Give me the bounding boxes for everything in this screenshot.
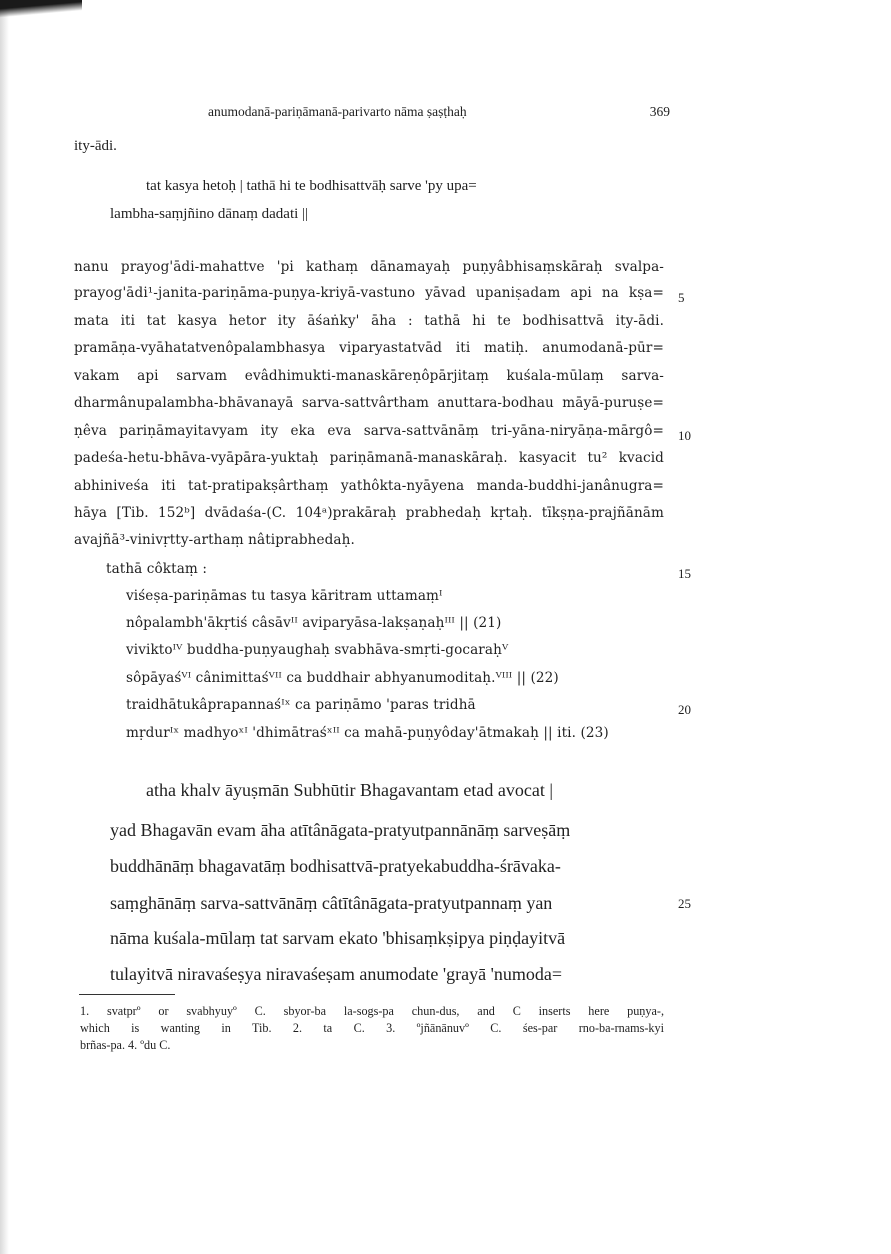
verse-line: traidhātukâprapannaśᴵˣ ca pariṇāmo 'paras tridhā xyxy=(126,697,476,713)
sutra-line: saṃghānāṃ sarva-sattvānāṃ câtītânāgata-pratyutpannaṃ yan xyxy=(110,893,553,913)
footnote-line: 1. svatprº or svabhyuyº C. sbyor-ba la-sogs-pa chun-dus, and C inserts here puṇya-, xyxy=(80,1004,664,1018)
sutra-line: tulayitvā niravaśeṣya niravaśeṣam anumodate 'grayā 'numoda= xyxy=(110,964,562,984)
commentary-line: dharmânupalambha-bhāvanayā sarva-sattvârtham anuttara-bodhau māyā-puruṣe= xyxy=(74,395,664,411)
commentary-line: mata iti tat kasya hetor ity āśaṅky' āha : tathā hi te bodhisattvā ity-ādi. xyxy=(74,313,664,329)
line-number: 15 xyxy=(678,566,691,581)
sutra-line: buddhānāṃ bhagavatāṃ bodhisattvā-pratyekabuddha-śrāvaka- xyxy=(110,856,561,876)
verse-intro: tathā côktaṃ : xyxy=(106,561,208,577)
sutra-line: atha khalv āyuṣmān Subhūtir Bhagavantam etad avocat | xyxy=(146,780,553,800)
running-title: anumodanā-pariṇāmanā-parivarto nāma ṣaṣṭhaḥ xyxy=(208,104,467,119)
commentary-line: avajñā³-vinivṛtty-arthaṃ nâtiprabhedaḥ. xyxy=(74,532,355,548)
page-header xyxy=(208,104,670,120)
commentary-line: hāya [Tib. 152ᵇ] dvādaśa-(C. 104ᵃ)prakāraḥ prabhedaḥ kṛtaḥ. tīkṣṇa-prajñānām xyxy=(74,505,664,521)
commentary-line: nanu prayog'ādi-mahattve 'pi kathaṃ dānamayaḥ puṇyâbhisaṃskāraḥ svalpa- xyxy=(74,259,664,275)
verse-line: nôpalambh'ākṛtiś câsāvᴵᴵ aviparyāsa-lakṣaṇaḥᴵᴵᴵ || (21) xyxy=(126,615,502,631)
verse-line: viviktoᴵⱽ buddha-puṇyaughaḥ svabhāva-smṛti-gocaraḥⱽ xyxy=(126,642,509,658)
line-number: 10 xyxy=(678,428,691,443)
line-number: 25 xyxy=(678,896,691,911)
line-number: 5 xyxy=(678,290,685,305)
verse-line: mṛdurᴵˣ madhyoˣᴵ 'dhimātraśˣᴵᴵ ca mahā-puṇyôday'ātmakaḥ || iti. (23) xyxy=(126,725,609,741)
body-line-ity-adi: ity-ādi. xyxy=(74,138,117,154)
commentary-line: ṇêva pariṇāmayitavyam ity eka eva sarva-sattvānāṃ tri-yāna-niryāṇa-mārgô= xyxy=(74,423,664,439)
body-line: tat kasya hetoḥ | tathā hi te bodhisattvāḥ sarve 'py upa= xyxy=(146,178,477,194)
sutra-line: yad Bhagavān evam āha atītânāgata-pratyutpannānāṃ sarveṣāṃ xyxy=(110,820,571,840)
body-line: lambha-saṃjñino dānaṃ dadati || xyxy=(110,206,309,222)
commentary-line: abhiniveśa iti tat-pratipakṣârthaṃ yathôkta-nyāyena manda-buddhi-janânugra= xyxy=(74,478,664,494)
footnote-line: which is wanting in Tib. 2. ta C. 3. ºjñānānuvº C. śes-par rno-ba-rnams-kyi xyxy=(80,1021,664,1035)
footnote-line: brñas-pa. 4. ºdu C. xyxy=(80,1038,171,1052)
sutra-line: nāma kuśala-mūlaṃ tat sarvam ekato 'bhisaṃkṣipya piṇḍayitvā xyxy=(110,928,566,948)
page-number: 369 xyxy=(649,104,670,119)
line-number: 20 xyxy=(678,702,691,717)
commentary-line: vakam api sarvam evâdhimukti-manaskāreṇôpārjitaṃ kuśala-mūlaṃ sarva- xyxy=(74,368,664,384)
scan-edge-shadow xyxy=(0,0,9,1254)
scan-corner-mark xyxy=(0,0,82,18)
commentary-line: pramāṇa-vyāhatatvenôpalambhasya viparyastatvād iti matiḥ. anumodanā-pūr= xyxy=(74,340,664,356)
verse-line: viśeṣa-pariṇāmas tu tasya kāritram uttamaṃᴵ xyxy=(126,588,443,604)
commentary-line: padeśa-hetu-bhāva-vyāpāra-yuktaḥ pariṇāmanā-manaskāraḥ. kasyacit tu² kvacid xyxy=(74,450,664,466)
footnote-rule xyxy=(79,994,175,995)
commentary-line: prayog'ādi¹-janita-pariṇāma-puṇya-kriyā-vastuno yāvad upaniṣadam api na kṣa= xyxy=(74,285,664,301)
verse-line: sôpāyaśⱽᴵ cânimittaśⱽᴵᴵ ca buddhair abhyanumoditaḥ.ⱽᴵᴵᴵ || (22) xyxy=(126,670,559,686)
